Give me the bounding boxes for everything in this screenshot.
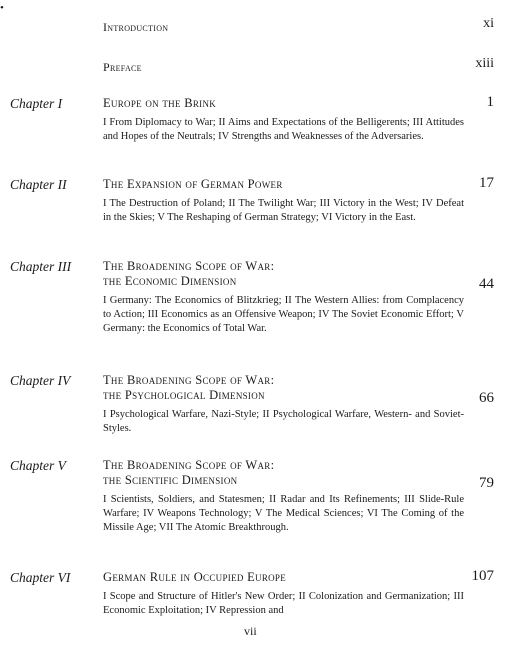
front-matter-page: xi <box>483 16 494 31</box>
chapter-body <box>103 373 464 436</box>
chapter-title: The Expansion of German Power <box>103 177 283 191</box>
chapter-description: I Germany: The Economics of Blitzkrieg; II The Western Allies: from Complacency to Action; III Economics as an Offensive Weapon; IV The Soviet Economic Effort; V Germany: the Economics of Total War. <box>103 295 464 334</box>
chapter-description: I Psychological Warfare, Nazi-Style; II Psychological Warfare, Western- and Soviet-Styles. <box>103 409 464 434</box>
chapter-page-number: 1 <box>486 94 494 110</box>
chapter-body <box>103 570 464 618</box>
front-matter-title: Introduction <box>103 20 169 34</box>
front-matter-title: Preface <box>103 60 142 74</box>
chapter-body <box>103 177 464 225</box>
chapter-title: Europe on the Brink <box>103 96 217 110</box>
chapter-page-number: 79 <box>479 475 494 491</box>
chapter-title: German Rule in Occupied Europe <box>103 570 287 584</box>
front-matter-preface <box>103 58 494 74</box>
corner-mark: • <box>0 2 4 14</box>
front-matter-page: xiii <box>475 56 494 71</box>
chapter-label: Chapter III <box>10 259 72 274</box>
chapter-page-number: 66 <box>479 390 494 406</box>
chapter-label: Chapter V <box>10 458 66 473</box>
chapter-body <box>103 259 464 336</box>
chapter-title: The Broadening Scope of War: <box>103 259 275 273</box>
chapter-label: Chapter IV <box>10 373 71 388</box>
chapter-page-number: 107 <box>471 568 494 584</box>
page-folio: vii <box>244 624 257 638</box>
chapter-description: I Scientists, Soldiers, and Statesmen; II Radar and Its Refinements; III Slide-Rule Warfare; IV Weapons Technology; V The Medical Sciences; VI The Coming of the Missile Age; VII The Atomic Breakthrough. <box>103 494 464 533</box>
chapter-subtitle: the Economic Dimension <box>103 274 237 288</box>
chapter-body <box>103 458 464 535</box>
chapter-title: The Broadening Scope of War: <box>103 458 275 472</box>
chapter-page-number: 44 <box>479 276 494 292</box>
chapter-description: I Scope and Structure of Hitler's New Order; II Colonization and Germanization; III Economic Exploitation; IV Repression and <box>103 591 464 616</box>
chapter-description: I The Destruction of Poland; II The Twilight War; III Victory in the West; IV Defeat in the Skies; V The Reshaping of German Strategy; VI Victory in the East. <box>103 198 464 223</box>
chapter-subtitle: the Psychological Dimension <box>103 388 265 402</box>
chapter-description: I From Diplomacy to War; II Aims and Expectations of the Belligerents; III Attitudes and Hopes of the Neutrals; IV Strengths and Weaknesses of the Adversaries. <box>103 117 464 142</box>
chapter-subtitle: the Scientific Dimension <box>103 473 238 487</box>
chapter-title: The Broadening Scope of War: <box>103 373 275 387</box>
chapter-label: Chapter I <box>10 96 63 111</box>
chapter-label: Chapter II <box>10 177 67 192</box>
chapter-label: Chapter VI <box>10 570 71 585</box>
chapter-body <box>103 96 464 144</box>
chapter-page-number: 17 <box>479 175 494 191</box>
front-matter-introduction <box>103 18 494 34</box>
